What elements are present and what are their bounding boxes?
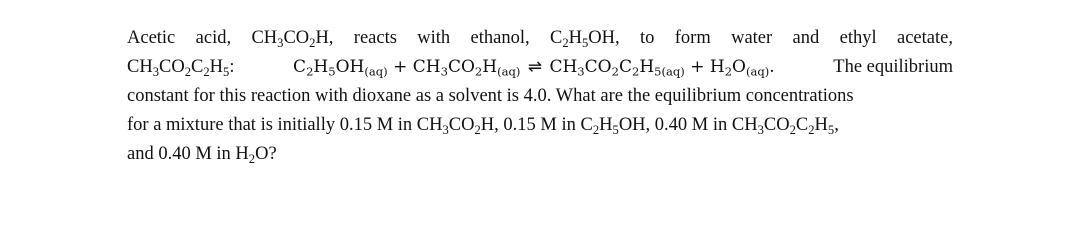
problem-line-5: and 0.40 M in $H_2O$? (127, 144, 277, 167)
eq-period: . (769, 57, 775, 77)
word-reacts: reacts (353, 28, 397, 48)
problem-line-4: for a mixture that is initially 0.15 M in $CH_3CO_2H$, 0.15 M in $C_2H_5OH$, 0.40 M in $CH_3CO_2C_2H_5$, (127, 115, 839, 138)
formula-ethanol: $C_2H_5OH$, (549, 28, 620, 51)
equilibrium-arrow-icon: ⇌ (527, 57, 543, 77)
word-acid: acid, (195, 28, 232, 48)
problem-line-1 (127, 24, 953, 53)
word-and: and (792, 28, 820, 48)
word-ethyl: ethyl (839, 28, 877, 48)
eq-reactant-ethanol: $C_2H_5OH_{(aq)}$ (293, 57, 388, 79)
problem-text (127, 24, 953, 169)
word-to: to (640, 28, 655, 48)
eq-product-water: $H_2O_{(aq)}$. (709, 57, 775, 79)
line2-tail: The equilibrium (833, 57, 953, 77)
formula-acetic-acid: $CH_3CO_2H$, (251, 28, 334, 51)
formula-ethyl-acetate-lead: $CH_3CO_2C_2H_5$: (127, 57, 235, 80)
word-acetic: Acetic (127, 28, 176, 48)
eq-plus-1: + (393, 57, 408, 77)
word-water: water (731, 28, 773, 48)
eq-plus-2: + (690, 57, 705, 77)
problem-line-3: constant for this reaction with dioxane as a solvent is 4.0. What are the equilibrium concentrations (127, 86, 854, 106)
eq-product-ethyl-acetate: $CH_3CO_2C_2H_{5(aq)}$ (549, 57, 685, 79)
chemical-equation (293, 53, 775, 82)
word-acetate: acetate, (896, 28, 953, 48)
word-with: with (417, 28, 451, 48)
word-form: form (674, 28, 711, 48)
word-ethanol: ethanol, (470, 28, 530, 48)
eq-reactant-acetic-acid: $CH_3CO_2H_{(aq)}$ (412, 57, 521, 79)
problem-line-2 (127, 53, 953, 82)
